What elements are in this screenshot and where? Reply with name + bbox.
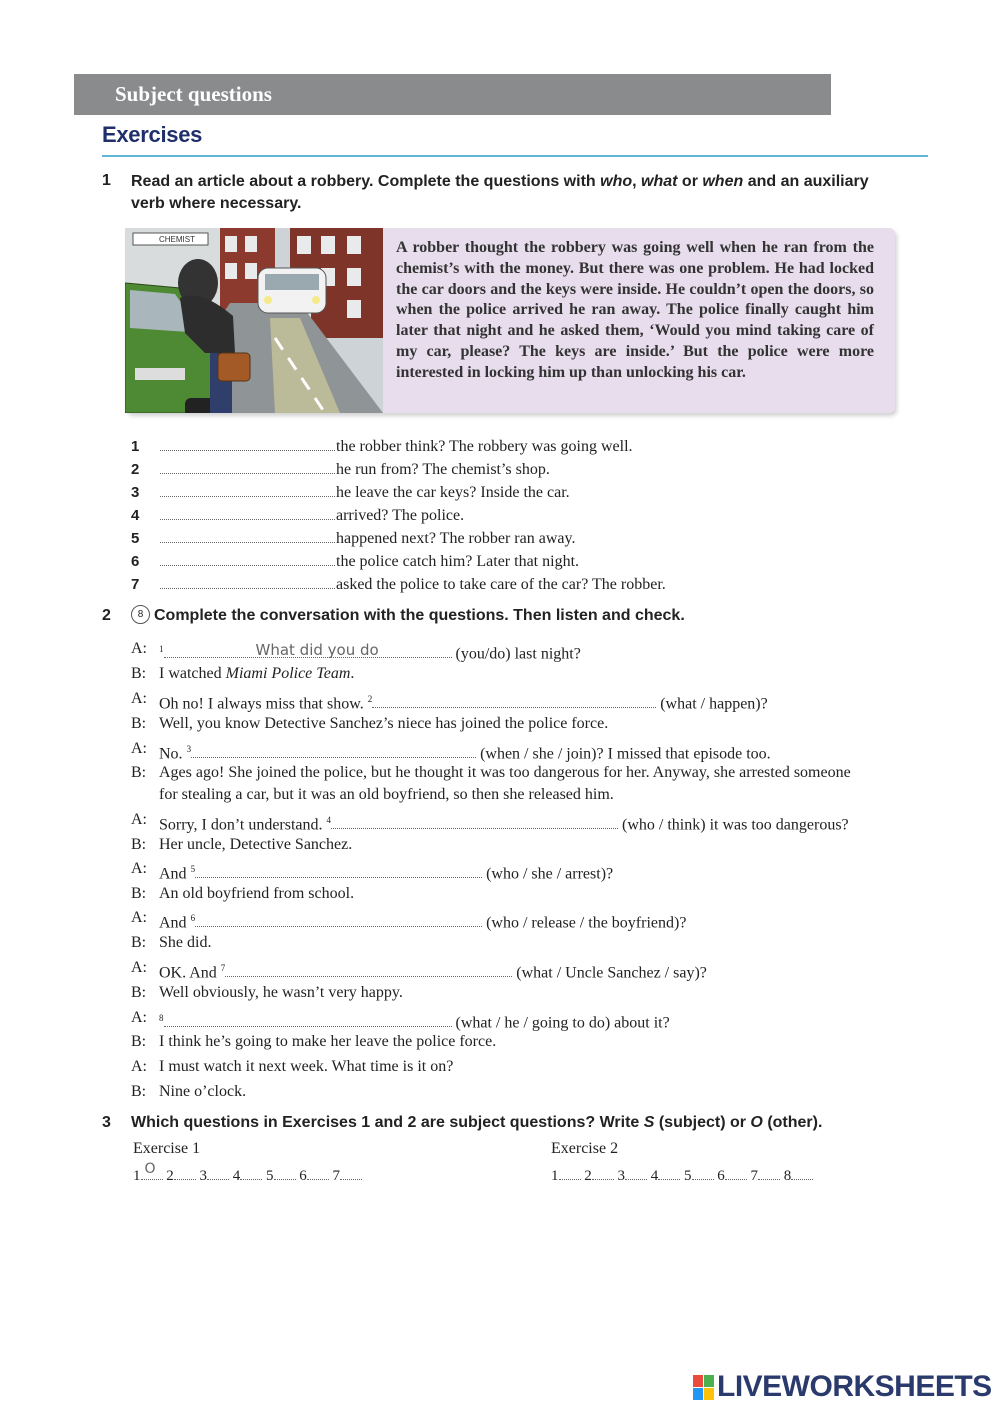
answer-num: 6	[717, 1168, 725, 1184]
answer-num: 7	[332, 1168, 340, 1184]
q-num: 1	[131, 438, 140, 455]
answer-blank[interactable]	[141, 1161, 163, 1180]
ex1-question	[131, 551, 931, 573]
prompt: (who / think) it was too dangerous?	[622, 816, 849, 834]
blank-number: 2	[367, 694, 373, 704]
answer-num: 3	[617, 1168, 625, 1184]
blank-number: 6	[190, 913, 196, 923]
line-text: Oh no! I always miss that show.	[159, 695, 368, 713]
prompt: (what / Uncle Sanchez / say)?	[516, 964, 707, 982]
q-text: happened next? The robber ran away.	[336, 530, 576, 547]
answer-blank[interactable]	[791, 1167, 813, 1180]
ex1-when: when	[702, 173, 744, 190]
speaker: A:	[131, 959, 147, 976]
header-bar	[74, 74, 831, 115]
answer-blank[interactable]	[225, 962, 512, 977]
ex1-who: who	[600, 173, 633, 190]
answer-blank[interactable]	[658, 1167, 680, 1180]
robbery-illustration	[125, 228, 383, 413]
speaker: A:	[131, 860, 147, 877]
line-text: And	[159, 865, 191, 883]
speaker: B:	[131, 885, 147, 902]
answer-blank[interactable]	[372, 693, 656, 708]
handwritten-answer: What did you do	[255, 641, 379, 660]
answer-blank[interactable]	[160, 450, 335, 451]
speaker: A:	[131, 1058, 147, 1075]
speaker: A:	[131, 909, 147, 926]
answer-blank[interactable]	[207, 1167, 229, 1180]
answer-blank[interactable]	[164, 643, 452, 658]
prompt: (who / she / arrest)?	[486, 865, 614, 883]
line-text: I watched	[159, 665, 226, 682]
ex1-answer-row	[133, 1161, 362, 1185]
answer-blank[interactable]	[274, 1167, 296, 1180]
show-title: Miami Police Team	[225, 665, 351, 682]
ex2-instruction	[131, 605, 931, 627]
q-text: he leave the car keys? Inside the car.	[336, 484, 570, 501]
answer-num: 5	[684, 1168, 692, 1184]
answer-blank[interactable]	[160, 542, 335, 543]
article-text: A robber thought the robbery was going well when he ran from the chemist’s with the money. But there was one problem. He had locked the car doors and the keys were inside. He couldn’t open the doors, so when the police arrived he ran away. The police finally caught him later that night and he asked them, ‘Would you mind taking care of my car, please? The keys are inside.’ But the police were more interested in locking him up than unlocking his car.	[396, 239, 874, 381]
ex1-instruction	[131, 171, 931, 215]
ex2-answer-row	[551, 1167, 813, 1185]
robbery-illustration-svg	[125, 228, 383, 413]
line-text: for stealing a car, but it was an old boyfriend, so then she released him.	[159, 786, 614, 803]
ex3-instruction	[131, 1112, 931, 1134]
answer-blank[interactable]	[160, 496, 335, 497]
line-text: Ages ago! She joined the police, but he thought it was too dangerous for her. Anyway, she arrested someone	[159, 764, 851, 781]
answer-blank[interactable]	[340, 1167, 362, 1180]
logo-blocks-icon	[693, 1375, 715, 1401]
ex3-number: 3	[102, 1114, 111, 1131]
line-text: Nine o’clock.	[159, 1083, 247, 1100]
q-text: the robber think? The robbery was going well.	[336, 438, 633, 455]
answer-num: 2	[166, 1168, 174, 1184]
answer-num: 8	[783, 1168, 792, 1184]
logo-text: LIVEWORKSHEETS	[717, 1370, 992, 1403]
ex1-instr-line2: verb where necessary.	[131, 195, 302, 212]
answer-num: 7	[750, 1168, 758, 1184]
answer-blank[interactable]	[191, 743, 476, 758]
answer-blank[interactable]	[307, 1167, 329, 1180]
handwritten-answer: O	[144, 1161, 156, 1177]
line-text: No.	[159, 745, 187, 763]
ex1-instr-a: Read an article about a robbery. Complete the questions with	[131, 173, 601, 190]
speaker: A:	[131, 811, 147, 828]
speaker: B:	[131, 836, 147, 853]
answer-blank[interactable]	[240, 1167, 262, 1180]
ex1-instr-b: and an auxiliary	[743, 173, 869, 190]
speaker: B:	[131, 1083, 147, 1100]
answer-num: 1	[551, 1168, 559, 1184]
line-text: I must watch it next week. What time is it on?	[159, 1058, 454, 1075]
answer-blank[interactable]	[625, 1167, 647, 1180]
speaker: A:	[131, 1009, 147, 1026]
blank-number: 1	[159, 644, 164, 654]
line-text: Well, you know Detective Sanchez’s niece has joined the police force.	[159, 715, 609, 732]
title-rule	[102, 155, 928, 157]
q-num: 7	[131, 576, 140, 593]
blank-number: 3	[186, 744, 192, 754]
q-text: the police catch him? Later that night.	[336, 553, 580, 570]
ex1-or: or	[677, 173, 703, 190]
line-text: OK. And	[159, 964, 221, 982]
prompt: (who / release / the boyfriend)?	[486, 914, 687, 932]
ex2-instruction-text: Complete the conversation with the questions. Then listen and check.	[154, 607, 685, 624]
q-text: asked the police to take care of the car? The robber.	[336, 576, 666, 593]
speaker: B:	[131, 934, 147, 951]
line-text: An old boyfriend from school.	[159, 885, 355, 902]
q-num: 2	[131, 461, 140, 478]
ex1-question	[131, 482, 931, 504]
q-num: 3	[131, 484, 140, 501]
answer-blank[interactable]	[725, 1167, 747, 1180]
prompt: (when / she / join)? I missed that episode too.	[480, 745, 771, 763]
q-num: 5	[131, 530, 140, 547]
answer-blank[interactable]	[692, 1167, 714, 1180]
ex1-question	[131, 436, 931, 458]
exercise2-label: Exercise 2	[551, 1140, 619, 1157]
blank-number: 5	[190, 864, 196, 874]
q-num: 4	[131, 507, 140, 524]
line-text: I think he’s going to make her leave the police force.	[159, 1033, 497, 1050]
line-text: .	[350, 665, 355, 682]
speaker: B:	[131, 665, 147, 682]
prompt: (you/do) last night?	[455, 645, 581, 663]
ex1-question	[131, 574, 931, 596]
ex1-question	[131, 528, 931, 550]
section-title: Exercises	[102, 122, 203, 147]
answer-blank[interactable]	[592, 1167, 614, 1180]
blank-number: 7	[220, 963, 226, 973]
speaker: B:	[131, 1033, 147, 1050]
speaker: B:	[131, 984, 147, 1001]
answer-blank[interactable]	[160, 473, 335, 474]
blank-number: 8	[159, 1013, 164, 1023]
answer-blank[interactable]	[174, 1167, 196, 1180]
q-num: 6	[131, 553, 140, 570]
line-text: Well obviously, he wasn’t very happy.	[159, 984, 403, 1001]
line-text: Sorry, I don’t understand.	[159, 816, 327, 834]
audio-icon[interactable]: 8	[131, 605, 150, 624]
answer-num: 2	[584, 1168, 592, 1184]
ex1-number: 1	[102, 172, 111, 189]
line-text: She did.	[159, 934, 212, 951]
answer-blank[interactable]	[195, 863, 482, 878]
ex3-instr-a: Which questions in Exercises 1 and 2 are subject questions? Write	[131, 1114, 644, 1131]
page-title: Subject questions	[115, 82, 272, 106]
chemist-sign: CHEMIST	[159, 235, 195, 244]
answer-blank[interactable]	[559, 1167, 581, 1180]
answer-blank[interactable]	[758, 1167, 780, 1180]
answer-num: 3	[199, 1168, 207, 1184]
answer-num: 6	[299, 1168, 307, 1184]
ex1-question	[131, 505, 931, 527]
answer-blank[interactable]	[331, 814, 618, 829]
ex3-instr-c: (other).	[762, 1114, 823, 1131]
answer-num: 4	[650, 1168, 659, 1184]
ex2-number: 2	[102, 607, 111, 624]
ex1-comma: ,	[632, 173, 642, 190]
answer-blank[interactable]	[160, 519, 335, 520]
answer-num: 5	[266, 1168, 274, 1184]
prompt: (what / he / going to do) about it?	[455, 1014, 670, 1032]
answer-blank[interactable]	[164, 1012, 452, 1027]
answer-num: 4	[232, 1168, 241, 1184]
line-text: Her uncle, Detective Sanchez.	[159, 836, 353, 853]
ex3-instr-b: (subject) or	[654, 1114, 751, 1131]
line-text: And	[159, 914, 191, 932]
speaker: A:	[131, 690, 147, 707]
blank-number: 4	[326, 815, 332, 825]
prompt: (what / happen)?	[660, 695, 768, 713]
ex3-o: O	[750, 1114, 763, 1131]
answer-blank[interactable]	[195, 912, 482, 927]
q-text: he run from? The chemist’s shop.	[336, 461, 550, 478]
ex1-question	[131, 459, 931, 481]
speaker: A:	[131, 640, 147, 657]
exercise1-label: Exercise 1	[133, 1140, 201, 1157]
answer-blank[interactable]	[160, 565, 335, 566]
ex3-s: S	[643, 1114, 655, 1131]
speaker: B:	[131, 764, 147, 781]
speaker: A:	[131, 740, 147, 757]
ex1-what: what	[641, 173, 678, 190]
answer-num: 1	[133, 1168, 141, 1184]
speaker: B:	[131, 715, 147, 732]
q-text: arrived? The police.	[336, 507, 465, 524]
answer-blank[interactable]	[160, 588, 335, 589]
